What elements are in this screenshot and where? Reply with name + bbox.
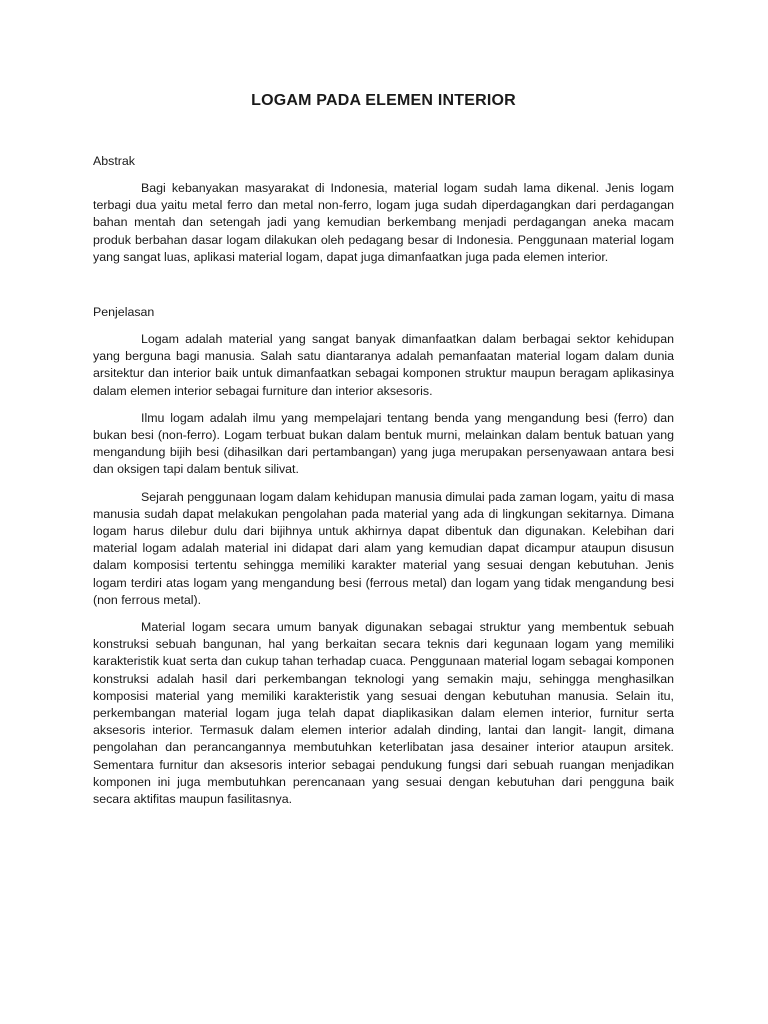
paragraph: Bagi kebanyakan masyarakat di Indonesia, material logam sudah lama dikenal. Jenis logam terbagi dua yaitu metal ferro dan metal non-ferro, logam juga sudah diperdagangkan dari perdagangan bahan mentah dan setengah jadi yang kemudian berkembang menjadi perdagangan aneka macam produk berbahan dasar logam dilakukan oleh pedagang besar di Indonesia. Penggunaan material logam yang sangat luas, aplikasi material logam, dapat juga dimanfaatkan juga pada elemen interior. [93, 181, 674, 264]
paragraph: Logam adalah material yang sangat banyak dimanfaatkan dalam berbagai sektor kehidupan yang berguna bagi manusia. Salah satu diantaranya adalah pemanfaatan material logam dalam dunia arsitektur dan interior baik untuk dimanfaatkan sebagai komponen struktur maupun beragam aplikasinya dalam elemen interior sebagai furniture dan interior aksesoris. [93, 332, 674, 398]
section-penjelasan [93, 304, 674, 808]
section-spacer [93, 276, 674, 304]
section-abstrak [93, 153, 674, 266]
paragraph: Material logam secara umum banyak digunakan sebagai struktur yang membentuk sebuah konstruksi sebuah bangunan, hal yang berkaitan secara teknis dari kegunaan logam yang memiliki karakteristik kuat serta dan cukup tahan terhadap cuaca. Penggunaan material logam sebagai komponen konstruksi adalah hasil dari perkembangan teknologi yang semakin maju, sehingga menghasilkan komposisi material yang memiliki karakteristik yang sesuai dengan kebutuhan manusia. Selain itu, perkembangan material logam juga telah dapat diaplikasikan dalam elemen interior, furnitur serta aksesoris interior. Termasuk dalam elemen interior adalah dinding, lantai dan langit- langit, dimana pengolahan dan perancangannya membutuhkan keterlibatan jasa desainer interior ataupun arsitek. Sementara furnitur dan aksesoris interior sebagai pendukung fungsi dari sebuah ruangan menjadikan komponen ini juga membutuhkan perencanaan yang sesuai dengan kebutuhan dari pengguna baik secara aktifitas maupun fasilitasnya. [93, 620, 674, 807]
document-title: LOGAM PADA ELEMEN INTERIOR [251, 92, 516, 109]
section-heading: Abstrak [93, 154, 136, 168]
paragraph: Sejarah penggunaan logam dalam kehidupan manusia dimulai pada zaman logam, yaitu di masa manusia sudah dapat melakukan pengolahan pada material yang ada di lingkungan sekitarnya. Dimana logam harus dilebur dulu dari bijihnya untuk akhirnya dapat dibentuk dan digunakan. Kelebihan dari material logam adalah material ini didapat dari alam yang kemudian dapat dicampur ataupun disusun dalam komposisi tertentu sehingga memiliki karakter material yang sesuai dengan kebutuhan. Jenis logam terdiri atas logam yang mengandung besi (ferrous metal) dan logam yang tidak mengandung besi (non ferrous metal). [93, 489, 674, 607]
paragraph: Ilmu logam adalah ilmu yang mempelajari tentang benda yang mengandung besi (ferro) dan bukan besi (non-ferro). Logam terbuat bukan dalam bentuk murni, melainkan dalam bentuk batuan yang mengandung bijih besi (dihasilkan dari pertambangan) yang juga merupakan persenyawaan antara besi dan oksigen tapi dalam bentuk silivat. [93, 410, 674, 477]
section-heading: Penjelasan [93, 305, 155, 320]
document-body [93, 91, 674, 818]
